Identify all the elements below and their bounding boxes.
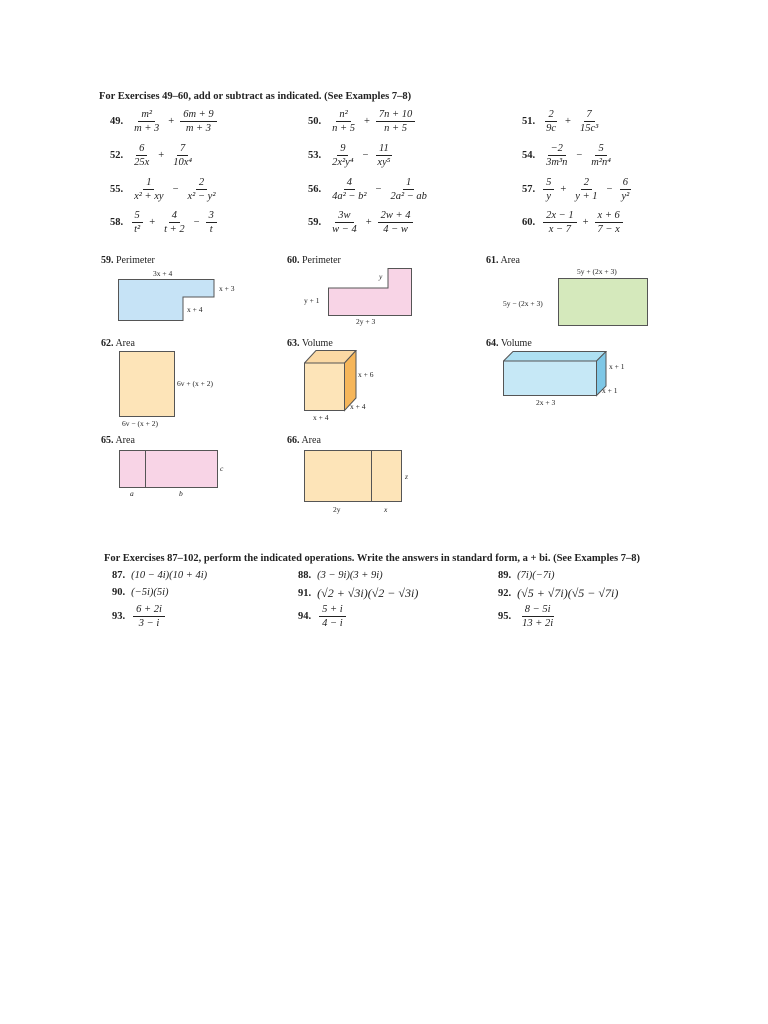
exercise-55: 55. $\frac{1}{\text{x² + xy}}$ − $\frac{2}{\text{x² − y²}}$ bbox=[110, 177, 216, 202]
figure-65-bottom-a-label: a bbox=[130, 489, 134, 498]
exercise-59: 59. $\frac{3w}{w - 4}$ + $\frac{2w + 4}{4 - w}$ bbox=[308, 210, 415, 235]
figure-62-rect bbox=[119, 351, 175, 417]
exercise-52: 52. $\frac{6}{25x}$ + $\frac{7}{\text{10x⁴}}$ bbox=[110, 143, 193, 168]
exercise-60: 60. $\frac{2x - 1}{x - 7}$ + $\frac{x + 6}{7 - x}$ bbox=[522, 210, 625, 235]
figure-61-top-label: 5y + (2x + 3) bbox=[577, 267, 617, 276]
fraction: $\frac{\text{m²}}{m + 3}$ bbox=[134, 109, 160, 134]
figure-64-box bbox=[503, 351, 607, 397]
section1-heading: For Exercises 49–60, add or subtract as indicated. (See Examples 7–8) bbox=[99, 91, 412, 102]
fraction: $\frac{6m + 9}{m + 3}$ bbox=[180, 109, 216, 134]
figure-66-title: 66. Area bbox=[287, 435, 321, 446]
figure-66-divider bbox=[371, 451, 372, 501]
exercise-58: 58. $\frac{5}{\text{t²}}$ + $\frac{4}{t + 2}$ − $\frac{3}{t}$ bbox=[110, 210, 219, 235]
exercise-87: 87. (10 − 4i)(10 + 4i) bbox=[112, 570, 208, 581]
figure-61-left-label: 5y − (2x + 3) bbox=[503, 299, 543, 308]
figure-62-right-label: 6v + (x + 2) bbox=[177, 379, 213, 388]
exercise-91: 91. (√2 + √3i)(√2 − √3i) bbox=[298, 586, 419, 600]
figure-64-title: 64. Volume bbox=[486, 338, 532, 349]
figure-63-side1-label: x + 6 bbox=[358, 370, 374, 379]
figure-66-rect bbox=[304, 450, 402, 502]
exercise-56: 56. $\frac{4}{\text{4a² − b²}}$ − $\frac{1}{\text{2a² − ab}}$ bbox=[308, 177, 427, 202]
exercise-94: 94. $\frac{5 + i}{4 - i}$ bbox=[298, 604, 348, 629]
figure-62-bottom-label: 6v − (x + 2) bbox=[122, 419, 158, 428]
figure-60-bottom-label: 2y + 3 bbox=[356, 317, 376, 326]
exercise-89: 89. (7i)(−7i) bbox=[498, 570, 555, 581]
exercise-51: 51. $\frac{2}{9c}$ + $\frac{7}{\text{15c³}}$ bbox=[522, 109, 599, 134]
exercise-57: 57. $\frac{5}{y}$ + $\frac{2}{y + 1}$ − $\frac{6}{\text{y²}}$ bbox=[522, 177, 630, 202]
figure-64-side2-label: x + 1 bbox=[602, 386, 618, 395]
exercise-53: 53. $\frac{9}{\text{2x²y⁴}}$ − $\frac{11}{\text{xy⁵}}$ bbox=[308, 143, 391, 168]
figure-65-divider bbox=[145, 451, 146, 487]
figure-66-bottom-2y-label: 2y bbox=[333, 505, 341, 514]
exercise-92: 92. (√5 + √7i)(√5 − √7i) bbox=[498, 586, 619, 600]
exercise-88: 88. (3 − 9i)(3 + 9i) bbox=[298, 570, 383, 581]
figure-59-right-label: x + 3 bbox=[219, 284, 235, 293]
exercise-49: 49. $\frac{\text{m²}}{m + 3}$ + $\frac{6m + 9}{m + 3}$ bbox=[110, 109, 219, 134]
figure-65-bottom-b-label: b bbox=[179, 489, 183, 498]
figure-59-top-label: 3x + 4 bbox=[153, 269, 173, 278]
figure-60-left-label: y + 1 bbox=[304, 296, 320, 305]
exercise-50: 50. $\frac{\text{n²}}{n + 5}$ + $\frac{7n + 10}{n + 5}$ bbox=[308, 109, 417, 134]
figure-63-bottom-label: x + 4 bbox=[313, 413, 329, 422]
figure-62-title: 62. Area bbox=[101, 338, 135, 349]
figure-65-rect bbox=[119, 450, 218, 488]
figure-59-notch-label: x + 4 bbox=[187, 305, 203, 314]
figure-66-bottom-x-label: x bbox=[384, 505, 388, 514]
figure-61-title: 61. Area bbox=[486, 255, 520, 266]
figure-60-shape bbox=[328, 268, 412, 316]
figure-63-title: 63. Volume bbox=[287, 338, 333, 349]
exercise-93: 93. $\frac{6 + 2i}{3 - i}$ bbox=[112, 604, 167, 629]
figure-65-title: 65. Area bbox=[101, 435, 135, 446]
exercise-95: 95. $\frac{8 - 5i}{13 + 2i}$ bbox=[498, 604, 554, 629]
figure-59-shape bbox=[118, 279, 218, 321]
exercise-90: 90. (−5i)(5i) bbox=[112, 587, 169, 598]
figure-63-side2-label: x + 4 bbox=[350, 402, 366, 411]
expression: (10 − 4i)(10 + 4i) bbox=[131, 570, 208, 581]
figure-60-title: 60. Perimeter bbox=[287, 255, 341, 266]
figure-65-right-label: c bbox=[220, 464, 224, 473]
figure-64-side1-label: x + 1 bbox=[609, 362, 625, 371]
section2-heading: For Exercises 87–102, perform the indicated operations. Write the answers in standard form, a + bi. (See Examples 7–8) bbox=[104, 553, 640, 564]
figure-64-bottom-label: 2x + 3 bbox=[536, 398, 556, 407]
exercise-number: 49. bbox=[110, 116, 124, 127]
exercise-54: 54. $\frac{-2}{\text{3m³n}}$ − $\frac{5}{\text{m²n⁴}}$ bbox=[522, 143, 611, 168]
figure-59-title: 59. Perimeter bbox=[101, 255, 155, 266]
figure-66-right-label: z bbox=[405, 472, 408, 481]
figure-61-rect bbox=[558, 278, 648, 326]
figure-60-top-label: y bbox=[379, 272, 383, 281]
